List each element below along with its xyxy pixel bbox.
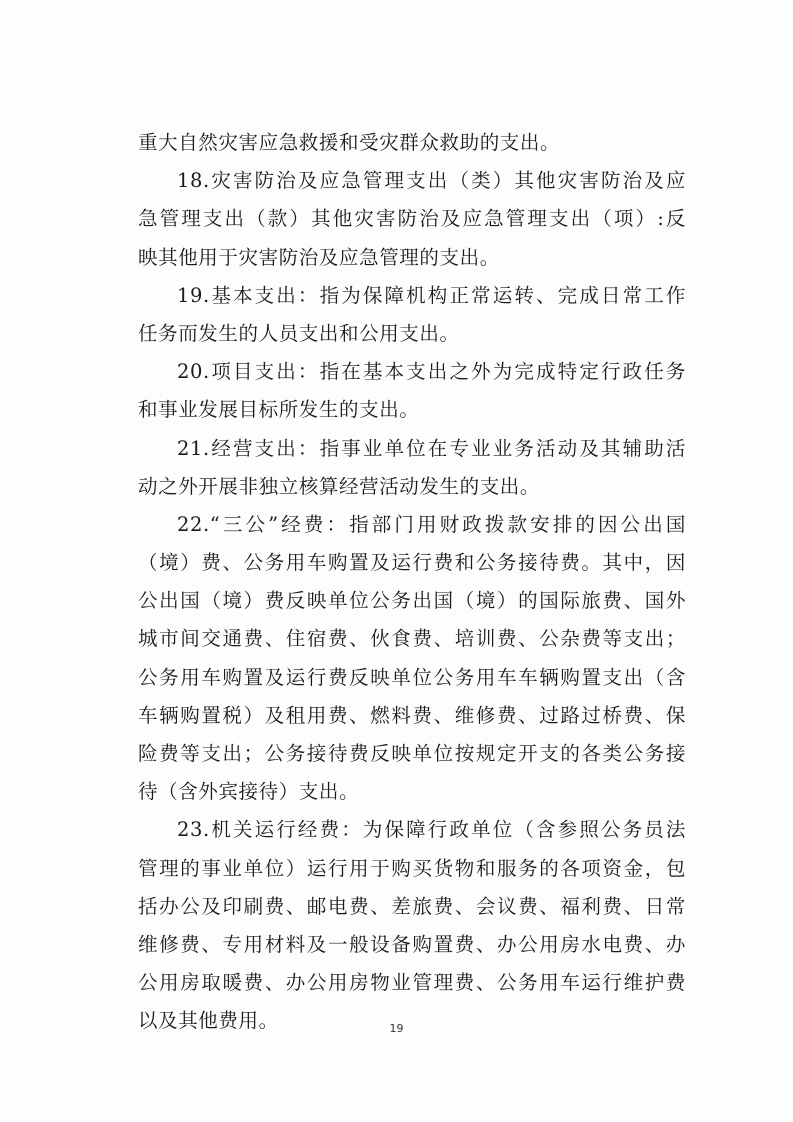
body-text [138,124,686,1041]
text-line: 城市间交通费、住宿费、伙食费、培训费、公杂费等支出； [138,627,686,651]
text-line: 以及其他费用。 [138,1009,279,1033]
text-line: 映其他用于灾害防治及应急管理的支出。 [138,245,500,269]
page-number: 19 [389,1022,404,1035]
text-line: 任务而发生的人员支出和公用支出。 [138,321,460,345]
text-line: 待（含外宾接待）支出。 [138,780,360,804]
text-line: 22.“三公”经费：指部门用财政拨款安排的因公出国 [177,512,686,536]
text-line: 和事业发展目标所发生的支出。 [138,398,420,422]
text-line: 动之外开展非独立核算经营活动发生的支出。 [138,474,541,498]
text-line: 车辆购置税）及租用费、燃料费、维修费、过路过桥费、保 [138,703,686,727]
text-line: 公务用车购置及运行费反映单位公务用车车辆购置支出（含 [138,665,686,689]
text-line: 公出国（境）费反映单位公务出国（境）的国际旅费、国外 [138,589,686,613]
text-line: 险费等支出；公务接待费反映单位按规定开支的各类公务接 [138,742,686,765]
text-line: 19.基本支出：指为保障机构正常运转、完成日常工作 [177,283,686,307]
text-line: 公用房取暖费、办公用房物业管理费、公务用车运行维护费 [138,971,686,995]
text-line: 18.灾害防治及应急管理支出（类）其他灾害防治及应 [177,169,686,193]
text-line: 维修费、专用材料及一般设备购置费、办公用房水电费、办 [138,932,686,956]
text-line: 急管理支出（款）其他灾害防治及应急管理支出（项）:反 [138,207,686,231]
text-line: 20.项目支出：指在基本支出之外为完成特定行政任务 [177,360,686,384]
text-line: （境）费、公务用车购置及运行费和公务接待费。其中，因 [138,551,686,575]
text-line: 括办公及印刷费、邮电费、差旅费、会议费、福利费、日常 [138,894,686,918]
text-line: 21.经营支出：指事业单位在专业业务活动及其辅助活 [177,436,686,460]
text-line: 重大自然灾害应急救援和受灾群众救助的支出。 [138,131,561,154]
text-line: 23.机关运行经费：为保障行政单位（含参照公务员法 [177,818,686,842]
text-line: 管理的事业单位）运行用于购买货物和服务的各项资金，包 [138,856,686,880]
